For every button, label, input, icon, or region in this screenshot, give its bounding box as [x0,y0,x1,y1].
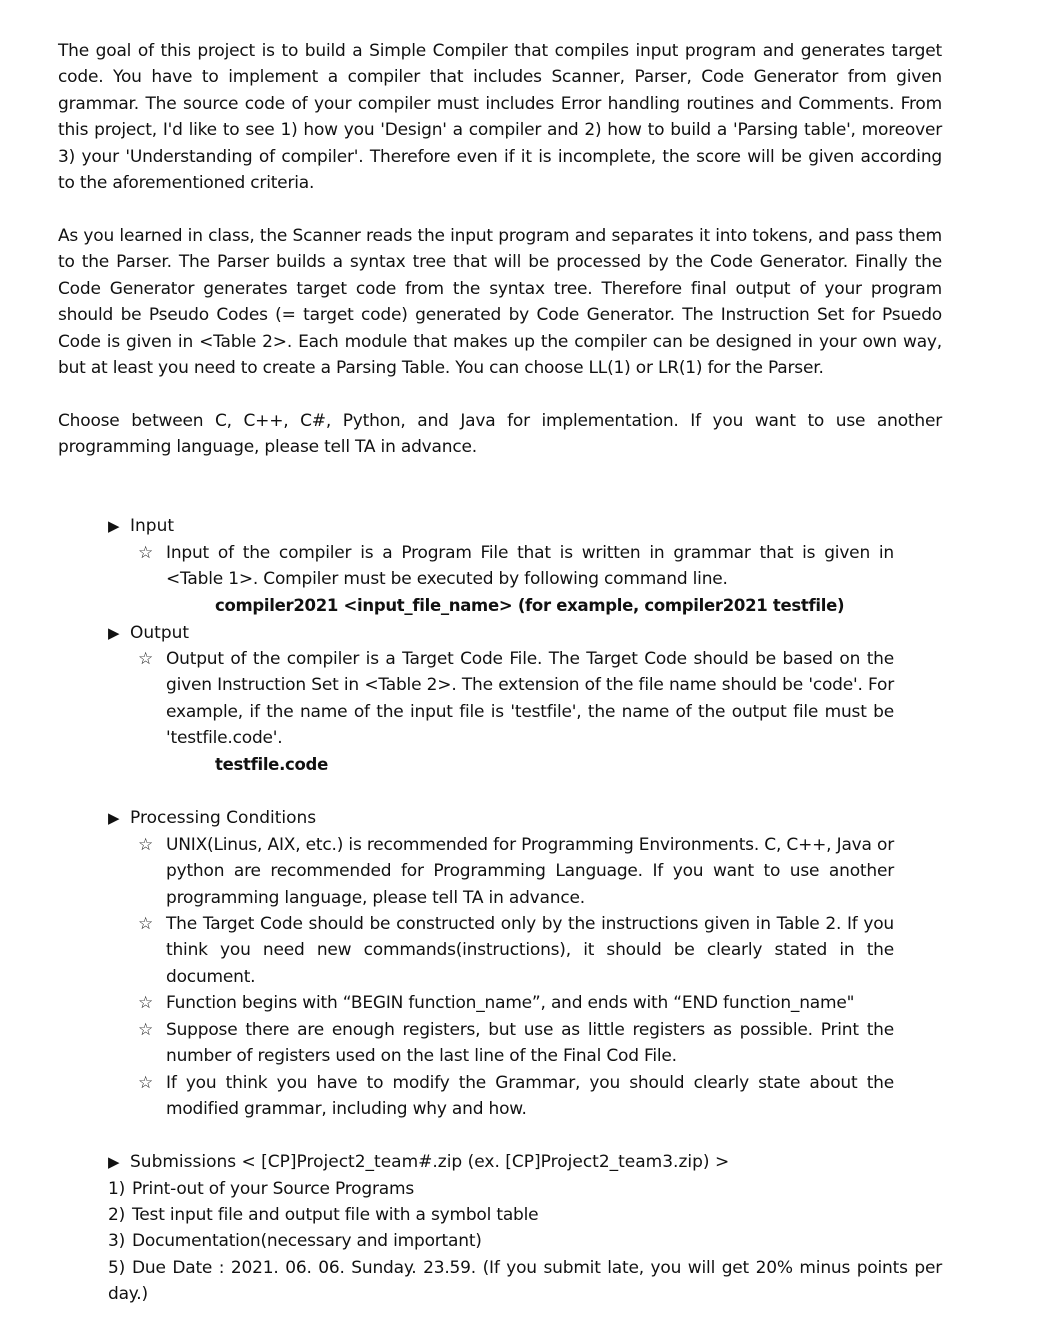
submission-item: 2) Test input file and output file with a symbol table [108,1205,539,1225]
input-item: ☆ Input of the compiler is a Program File that is written in grammar that is given in <Table 1>. Compiler must be executed by following command line. [138,540,894,593]
white-star-icon: ☆ [138,993,154,1013]
intro-paragraph: The goal of this project is to build a Simple Compiler that compiles input program and generates target code. You have to implement a compiler that includes Scanner, Parser, Code Generator from given grammar. The source code of your compiler must includes Error handling routines and Comments. From this project, I'd like to see 1) how you 'Design' a compiler and 2) how to build a 'Parsing table', moreover 3) your 'Understanding of compiler'. Therefore even if it is incomplete, the score will be given according to the aforementioned criteria. [58,41,942,194]
processing-item: ☆ UNIX(Linus, AIX, etc.) is recommended for Programming Environments. C, C++, Java or python are recommended for Programming Language. If you want to use another programming language, please tell TA in advance. [138,832,894,911]
white-star-icon: ☆ [138,1020,154,1040]
output-item: ☆ Output of the compiler is a Target Code File. The Target Code should be based on the given Instruction Set in <Table 2>. The extension of the file name should be 'code'. For example, if the name of the input file is 'testfile', the name of the output file must be 'testfile.code'. [138,646,894,752]
output-heading: ▶ Output [108,620,189,646]
submissions-heading: ▶ Submissions < [CP]Project2_team#.zip (ex. [CP]Project2_team3.zip) > [108,1149,729,1175]
white-star-icon: ☆ [138,914,154,934]
processing-item: ☆ The Target Code should be constructed only by the instructions given in Table 2. If you think you need new commands(instructions), it should be clearly stated in the document. [138,911,894,990]
white-star-icon: ☆ [138,835,154,855]
scanner-paragraph: As you learned in class, the Scanner reads the input program and separates it into tokens, and pass them to the Parser. The Parser builds a syntax tree that will be processed by the Code Generator. Finally the Code Generator generates target code from the syntax tree. Therefore final output of your program should be Pseudo Codes (= target code) generated by Code Generator. The Instruction Set for Psuedo Code is given in <Table 2>. Each module that makes up the compiler can be designed in your own way, but at least you need to create a Parsing Table. You can choose LL(1) or LR(1) for the Parser. [58,226,942,379]
submission-item: 1) Print-out of your Source Programs [108,1179,414,1199]
processing-heading: ▶ Processing Conditions [108,805,316,831]
processing-item: ☆ Suppose there are enough registers, but use as little registers as possible. Print the number of registers used on the last line of the Final Cod File. [138,1017,894,1070]
white-star-icon: ☆ [138,649,154,669]
output-filename: testfile.code [215,755,328,774]
processing-item: ☆ Function begins with “BEGIN function_name”, and ends with “END function_name" [138,990,894,1016]
black-right-triangle-icon: ▶ [108,809,120,827]
input-command: compiler2021 <input_file_name> (for example, compiler2021 testfile) [215,596,845,615]
black-right-triangle-icon: ▶ [108,1153,120,1171]
white-star-icon: ☆ [138,543,154,563]
submission-item: 5) Due Date : 2021. 06. 06. Sunday. 23.59. (If you submit late, you will get 20% minus points per day.) [108,1258,942,1305]
submission-item: 3) Documentation(necessary and important) [108,1231,482,1251]
input-heading: ▶ Input [108,513,174,539]
white-star-icon: ☆ [138,1073,154,1093]
language-paragraph: Choose between C, C++, C#, Python, and Java for implementation. If you want to use another programming language, please tell TA in advance. [58,411,942,458]
black-right-triangle-icon: ▶ [108,517,120,535]
black-right-triangle-icon: ▶ [108,624,120,642]
processing-item: ☆ If you think you have to modify the Grammar, you should clearly state about the modified grammar, including why and how. [138,1070,894,1123]
